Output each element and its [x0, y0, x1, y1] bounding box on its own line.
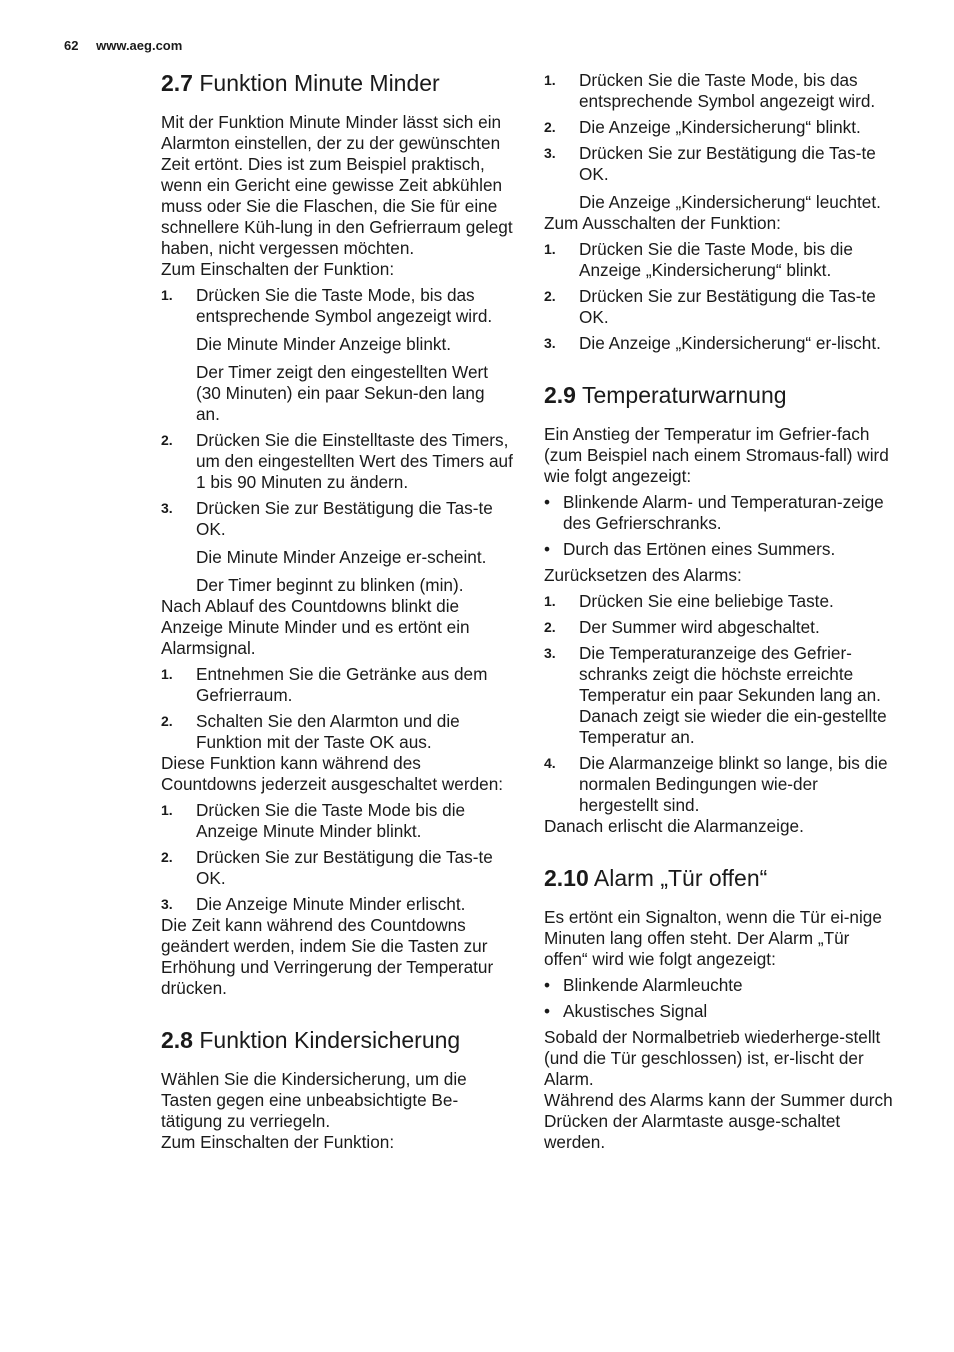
- list-item: • Blinkende Alarm- und Temperaturan-zeige des Gefrierschranks.: [544, 492, 896, 534]
- paragraph: Danach erlischt die Alarmanzeige.: [544, 816, 804, 836]
- step-list: [544, 70, 896, 185]
- paragraph: Ein Anstieg der Temperatur im Gefrier-fach (zum Beispiel nach einem Stromaus-fall) wird wie folgt angezeigt:: [544, 424, 889, 486]
- paragraph: Während des Alarms kann der Summer durch Drücken der Alarmtaste ausge-schaltet werden.: [544, 1090, 893, 1152]
- list-item: • Akustisches Signal: [544, 1001, 896, 1022]
- header-url: www.aeg.com: [96, 38, 183, 53]
- section-heading-2-9: 2.9 Temperaturwarnung: [544, 382, 787, 408]
- list-item: 2. Der Summer wird abgeschaltet.: [544, 617, 820, 637]
- list-item: 2. Die Anzeige „Kindersicherung“ blinkt.: [544, 117, 861, 137]
- step-list: [544, 239, 896, 354]
- step-note: Der Timer zeigt den eingestellten Wert (30 Minuten) ein paar Sekun-den lang an.: [196, 362, 489, 424]
- bullet-list: [544, 975, 896, 1022]
- paragraph: Zurücksetzen des Alarms:: [544, 565, 742, 585]
- list-item: 2. Drücken Sie zur Bestätigung die Tas-te OK.: [544, 286, 876, 327]
- list-item: 3. Drücken Sie zur Bestätigung die Tas-te OK.: [161, 498, 493, 539]
- paragraph: Die Zeit kann während des Countdowns geändert werden, indem Sie die Tasten zur Erhöhung und Verringerung der Temperatur drücken.: [161, 915, 494, 998]
- list-item: 2. Schalten Sie den Alarmton und die Funktion mit der Taste OK aus.: [161, 711, 460, 752]
- list-item: 2. Drücken Sie die Einstelltaste des Timers, um den eingestellten Wert des Timers auf 1 bis 90 Minuten zu ändern.: [161, 430, 513, 492]
- step-list: [161, 664, 513, 753]
- page-header: [64, 38, 182, 53]
- paragraph: Zum Ausschalten der Funktion:: [544, 213, 781, 233]
- step-list: [544, 591, 896, 816]
- section-heading-2-10: 2.10 Alarm „Tür offen“: [544, 865, 768, 891]
- list-item: 4. Die Alarmanzeige blinkt so lange, bis die normalen Bedingungen wie-der hergestellt sind.: [544, 753, 888, 815]
- list-item: 1. Drücken Sie die Taste Mode, bis das entsprechende Symbol angezeigt wird.: [544, 70, 876, 111]
- list-item: 1. Entnehmen Sie die Getränke aus dem Gefrierraum.: [161, 664, 488, 705]
- left-column: [161, 68, 513, 1153]
- step-note: Die Minute Minder Anzeige blinkt.: [196, 334, 452, 354]
- list-item: 1. Drücken Sie die Taste Mode bis die Anzeige Minute Minder blinkt.: [161, 800, 466, 841]
- section-heading-2-8: 2.8 Funktion Kindersicherung: [161, 1027, 461, 1053]
- list-item: 3. Drücken Sie zur Bestätigung die Tas-te OK.: [544, 143, 876, 184]
- list-item: 3. Die Anzeige Minute Minder erlischt.: [161, 894, 466, 914]
- section-heading-2-7: 2.7 Funktion Minute Minder: [161, 70, 440, 96]
- paragraph: Zum Einschalten der Funktion:: [161, 1132, 395, 1152]
- paragraph: Diese Funktion kann während des Countdowns jederzeit ausgeschaltet werden:: [161, 753, 504, 794]
- bullet-list: [544, 492, 896, 560]
- step-note: Die Anzeige „Kindersicherung“ leuchtet.: [579, 192, 881, 212]
- list-item: 1. Drücken Sie die Taste Mode, bis die Anzeige „Kindersicherung“ blinkt.: [544, 239, 853, 280]
- list-item: • Durch das Ertönen eines Summers.: [544, 539, 896, 560]
- list-item: 1. Drücken Sie die Taste Mode, bis das entsprechende Symbol angezeigt wird.: [161, 285, 493, 326]
- list-item: 1. Drücken Sie eine beliebige Taste.: [544, 591, 834, 611]
- list-item: 3. Die Anzeige „Kindersicherung“ er-lischt.: [544, 333, 881, 353]
- paragraph: Nach Ablauf des Countdowns blinkt die Anzeige Minute Minder und es ertönt ein Alarmsignal.: [161, 596, 470, 658]
- paragraph: Wählen Sie die Kindersicherung, um die Tasten gegen eine unbeabsichtigte Be-tätigung zu verriegeln.: [161, 1069, 467, 1131]
- right-column: [544, 70, 896, 1153]
- paragraph: Es ertönt ein Signalton, wenn die Tür ei-nige Minuten lang offen steht. Der Alarm „Tür offen“ wird wie folgt angezeigt:: [544, 907, 882, 969]
- step-note: Die Minute Minder Anzeige er-scheint.: [196, 547, 487, 567]
- page-number: 62: [64, 38, 79, 53]
- step-list: [161, 800, 513, 915]
- step-note: Der Timer beginnt zu blinken (min).: [196, 575, 464, 595]
- paragraph: Mit der Funktion Minute Minder lässt sich ein Alarmton einstellen, der zu der gewünschten Zeit ertönt. Dies ist zum Beispiel praktisch, wenn ein Gericht eine gewisse Zeit abkühlen muss oder Sie die Flaschen, die Sie für eine schnellere Küh-lung in den Gefrierraum gelegt haben, nicht vergessen möchten.: [161, 112, 513, 258]
- list-item: 3. Die Temperaturanzeige des Gefrier-schranks zeigt die höchste erreichte Temperatur ein paar Sekunden lang an. Danach zeigt sie wieder die ein-gestellte Temperatur an.: [544, 643, 887, 747]
- list-item: 2. Drücken Sie zur Bestätigung die Tas-te OK.: [161, 847, 493, 888]
- paragraph: Zum Einschalten der Funktion:: [161, 259, 395, 279]
- list-item: • Blinkende Alarmleuchte: [544, 975, 896, 996]
- step-list: [161, 430, 513, 540]
- step-list: [161, 285, 513, 327]
- paragraph: Sobald der Normalbetrieb wiederherge-stellt (und die Tür geschlossen) ist, er-lischt der Alarm.: [544, 1027, 881, 1089]
